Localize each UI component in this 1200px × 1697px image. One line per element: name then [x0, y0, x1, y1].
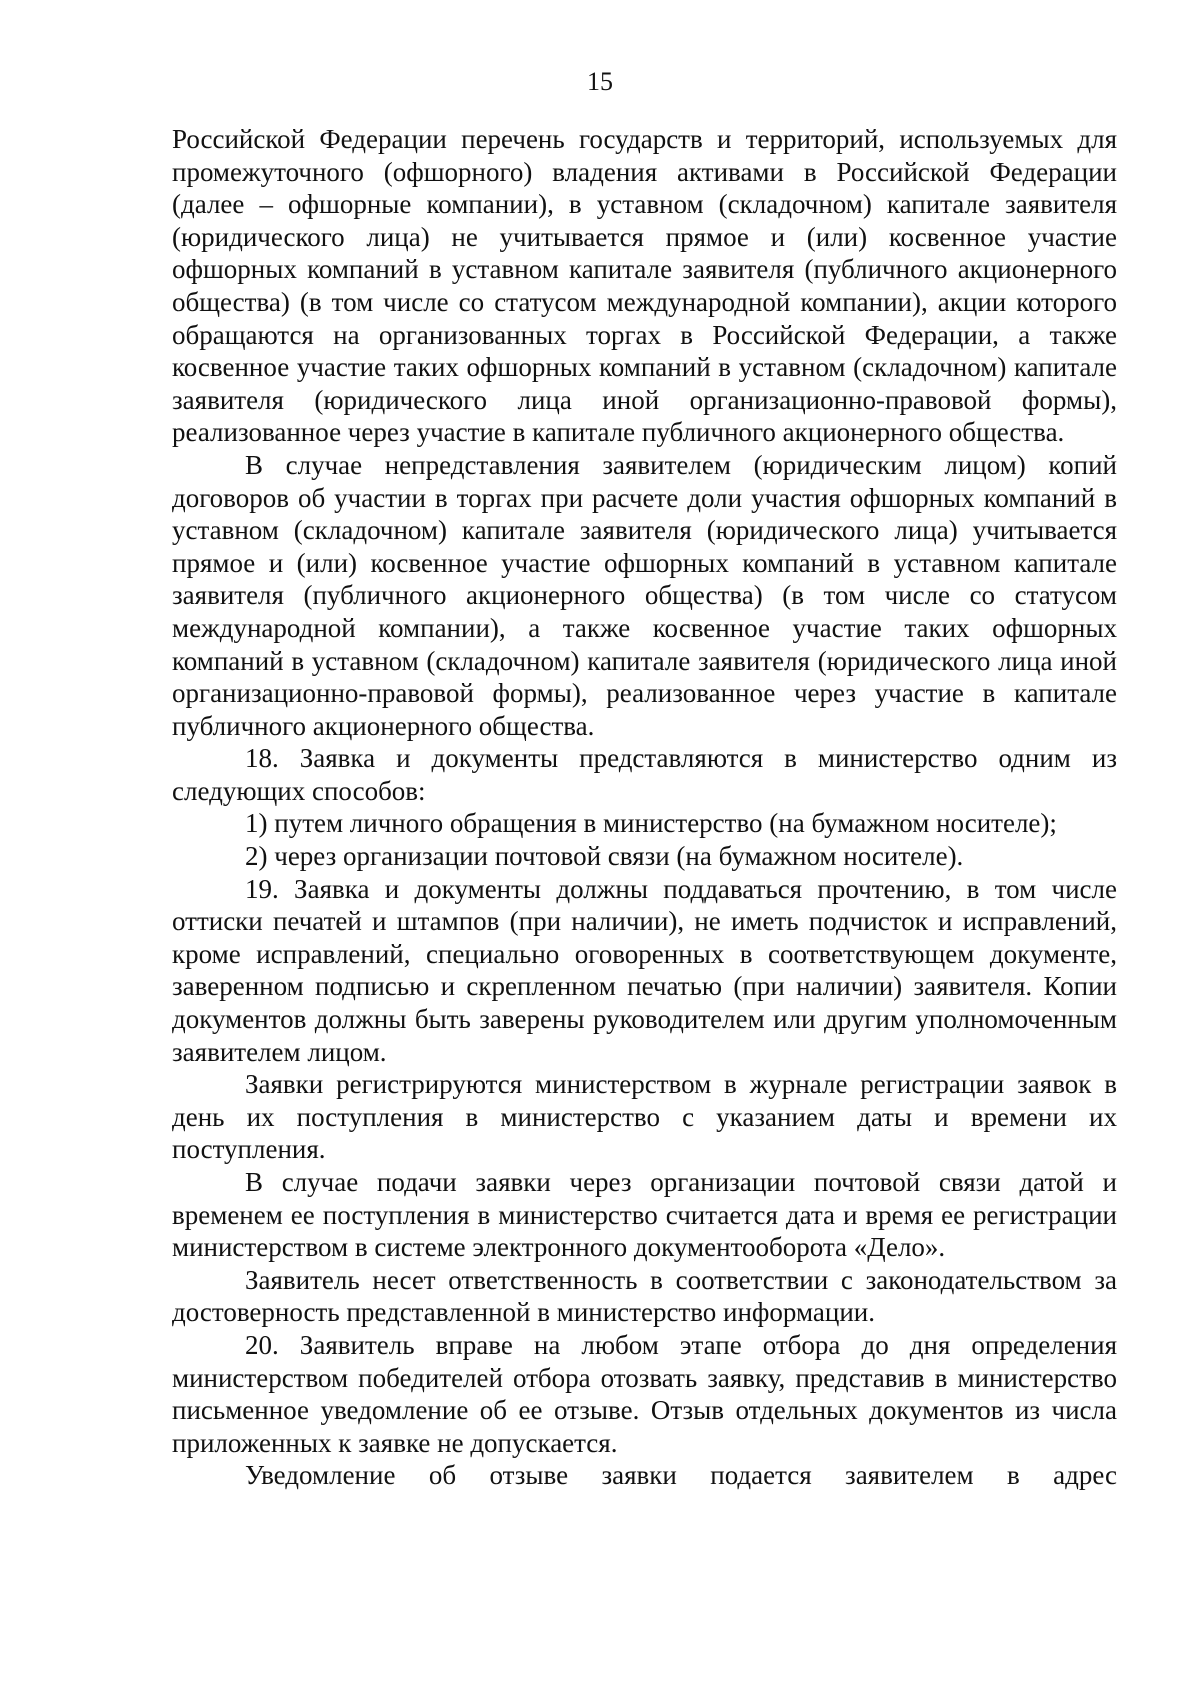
paragraph-method-1: 1) путем личного обращения в министерство (на бумажном носителе);	[245, 808, 1057, 839]
page-number: 15	[587, 67, 613, 96]
paragraph-method-2: 2) через организации почтовой связи (на бумажном носителе).	[245, 841, 964, 872]
document-body	[172, 123, 1117, 1492]
paragraph-withdrawal-notice: Уведомление об отзыве заявки подается заявителем в адрес	[245, 1460, 1117, 1491]
paragraph-item-18: 18. Заявка и документы представляются в министерство одним из следующих способов:	[172, 743, 1117, 806]
paragraph-item-20: 20. Заявитель вправе на любом этапе отбора до дня определения министерством победителей отбора отозвать заявку, представив в министерство письменное уведомление об ее отзыве. Отзыв отдельных документов из числа приложенных к заявке не допускается.	[172, 1329, 1117, 1458]
paragraph-offshore-exclusion: Российской Федерации перечень государств и территорий, используемых для промежуточного (офшорного) владения активами в Российской Федерации (далее – офшорные компании), в уставном (складочном) капитале заявителя (юридического лица) не учитывается прямое и (или) косвенное участие офшорных компаний в уставном капитале заявителя (публичного акционерного общества) (в том числе со статусом международной компании), акции которого обращаются на организованных торгах в Российской Федерации, а также косвенное участие таких офшорных компаний в уставном (складочном) капитале заявителя (юридического лица иной организационно-правовой формы), реализованное через участие в капитале публичного акционерного общества.	[172, 124, 1117, 448]
paragraph-postal-submission: В случае подачи заявки через организации почтовой связи датой и временем ее поступления в министерство считается дата и время ее регистрации министерством в системе электронного документооборота «Дело».	[172, 1167, 1117, 1263]
paragraph-responsibility: Заявитель несет ответственность в соответствии с законодательством за достоверность представленной в министерство информации.	[172, 1264, 1117, 1328]
paragraph-non-submission: В случае непредставления заявителем (юридическим лицом) копий договоров об участии в торгах при расчете доли участия офшорных компаний в уставном (складочном) капитале заявителя (юридического лица) учитывается прямое и (или) косвенное участие офшорных компаний в уставном капитале заявителя (публичного акционерного общества) (в том числе со статусом международной компании), а также косвенное участие таких офшорных компаний в уставном (складочном) капитале заявителя (юридического лица иной организационно-правовой формы), реализованное через участие в капитале публичного акционерного общества.	[172, 449, 1117, 741]
paragraph-item-19: 19. Заявка и документы должны поддаваться прочтению, в том числе оттиски печатей и штампов (при наличии), не иметь подчисток и исправлений, кроме исправлений, специально оговоренных в соответствующем документе, заверенном подписью и скрепленном печатью (при наличии) заявителя. Копии документов должны быть заверены руководителем или другим уполномоченным заявителем лицом.	[172, 873, 1117, 1067]
paragraph-registration: Заявки регистрируются министерством в журнале регистрации заявок в день их поступления в министерство с указанием даты и времени их поступления.	[172, 1069, 1117, 1165]
